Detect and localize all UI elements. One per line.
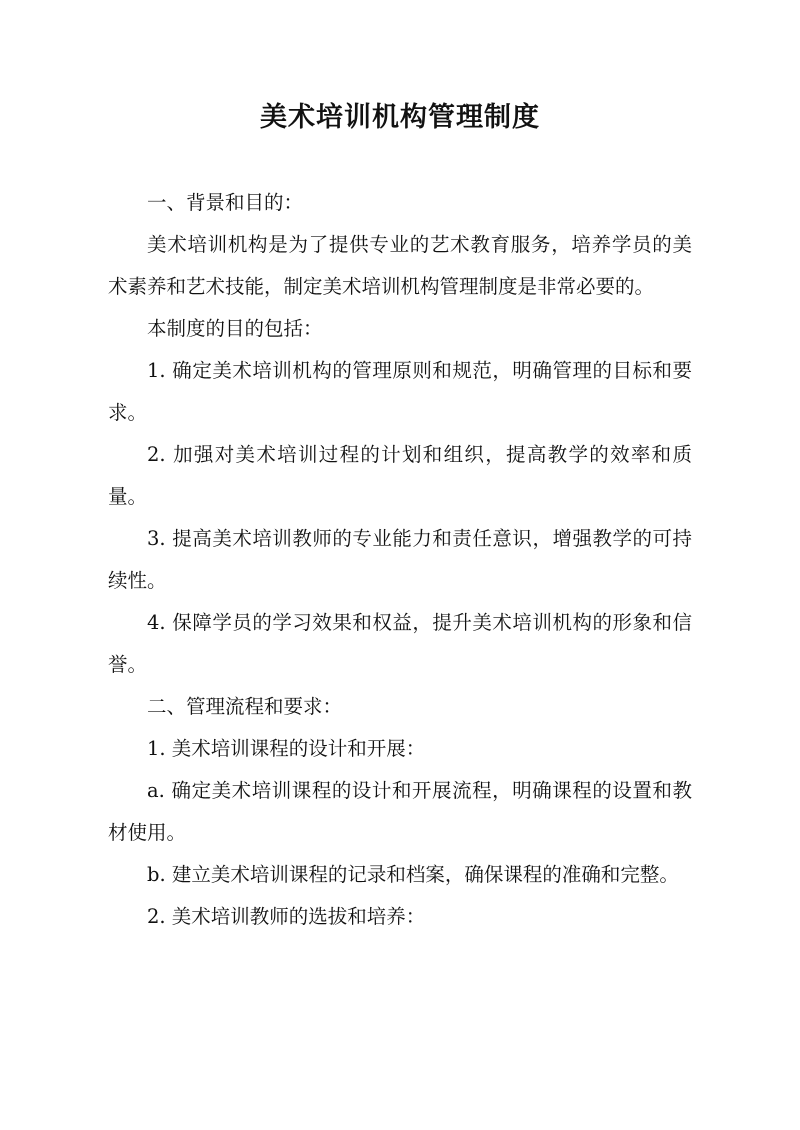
sub-item-process-1b: b. 建立美术培训课程的记录和档案，确保课程的准确和完整。 (147, 863, 679, 886)
list-item-purpose-2: 2. 加强对美术培训过程的计划和组织，提高教学的效率和质量。 (108, 443, 692, 508)
document-title: 美术培训机构管理制度 (260, 102, 540, 133)
section-heading-background: 一、背景和目的： (147, 191, 304, 214)
paragraph-intro: 美术培训机构是为了提供专业的艺术教育服务，培养学员的美术素养和艺术技能，制定美术培训机构管理制度是非常必要的。 (108, 233, 692, 298)
list-item-purpose-4: 4. 保障学员的学习效果和权益，提升美术培训机构的形象和信誉。 (108, 611, 692, 676)
paragraph-purpose-lead: 本制度的目的包括： (147, 317, 323, 340)
list-item-purpose-3: 3. 提高美术培训教师的专业能力和责任意识，增强教学的可持续性。 (108, 527, 692, 592)
list-item-process-2: 2. 美术培训教师的选拔和培养： (147, 905, 426, 928)
document-body (108, 182, 692, 938)
section-heading-process: 二、管理流程和要求： (147, 695, 343, 718)
sub-item-process-1a: a. 确定美术培训课程的设计和开展流程，明确课程的设置和教材使用。 (108, 779, 692, 844)
list-item-process-1: 1. 美术培训课程的设计和开展： (147, 737, 426, 760)
list-item-purpose-1: 1. 确定美术培训机构的管理原则和规范，明确管理的目标和要求。 (108, 359, 692, 424)
